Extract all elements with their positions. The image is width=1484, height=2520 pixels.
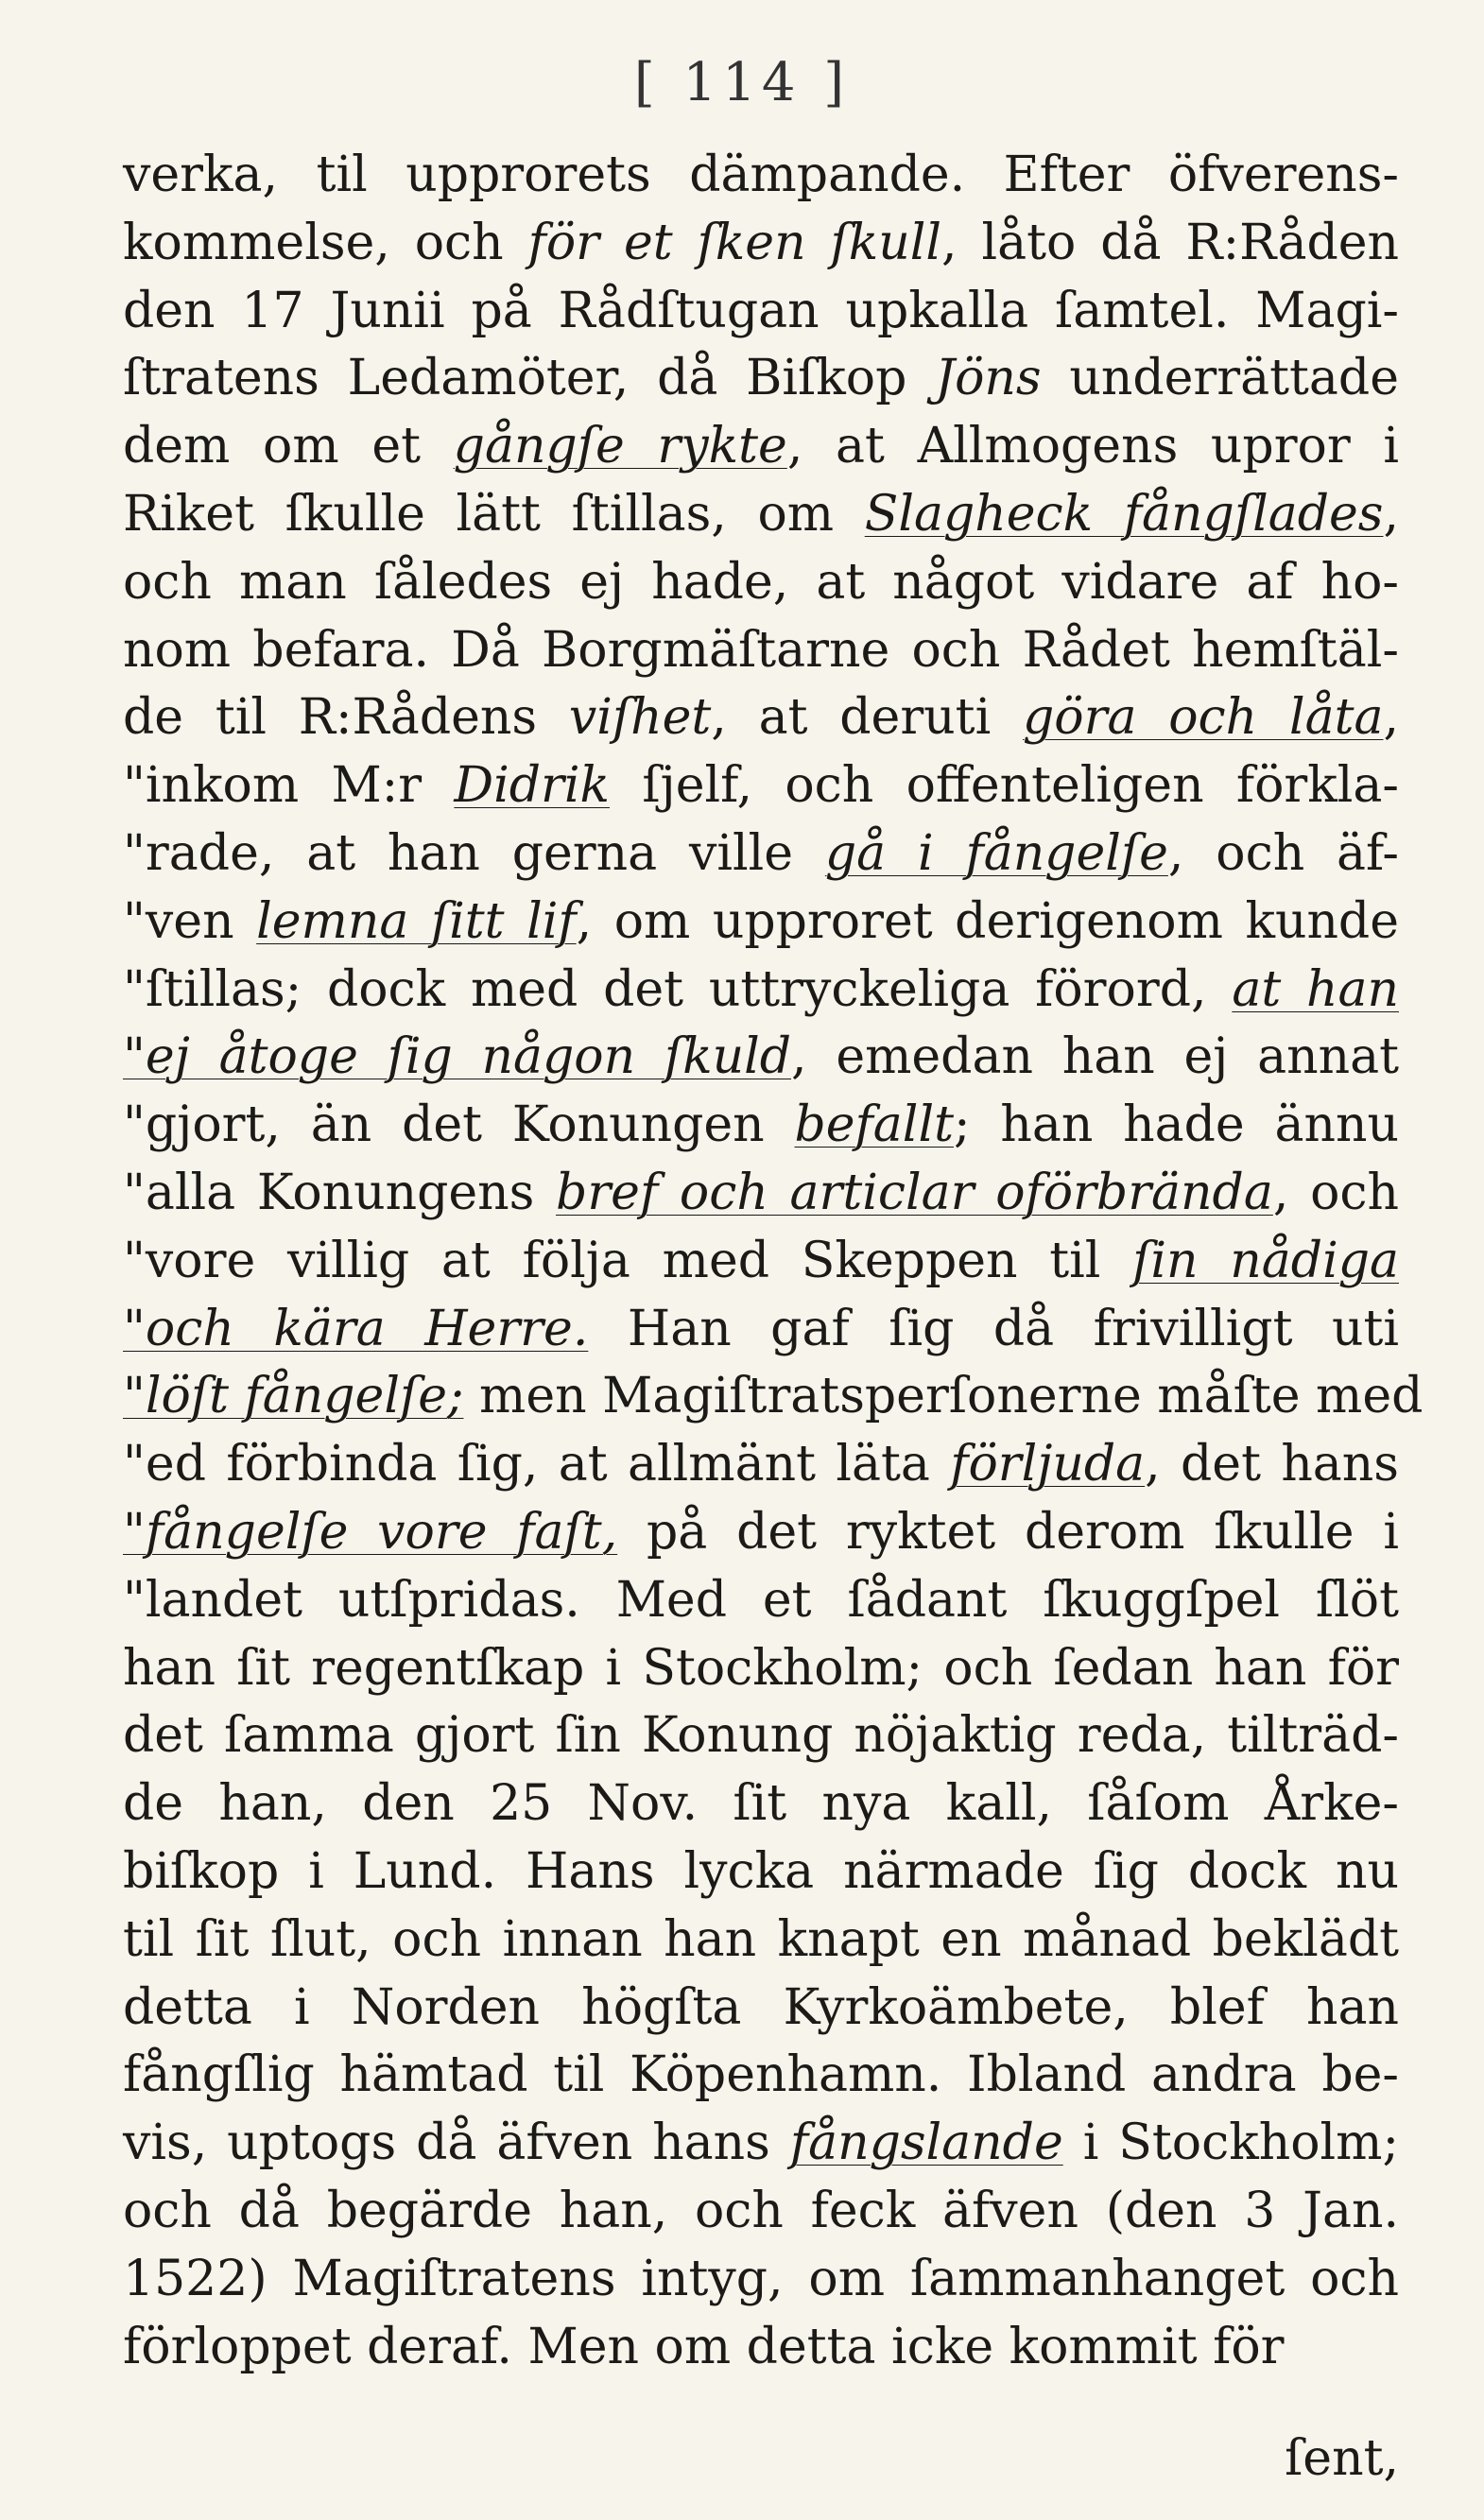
text-segment: 1522) Magiſtratens intyg, om ſammanhanget och	[123, 2250, 1399, 2307]
text-line	[123, 1092, 1399, 1160]
text-line	[123, 2178, 1399, 2246]
italic-phrase: at han	[1232, 960, 1399, 1018]
text-segment: , och äf-	[1167, 824, 1399, 882]
italic-phrase: Jöns	[935, 350, 1042, 407]
text-line	[123, 1975, 1399, 2043]
text-line	[123, 2042, 1399, 2110]
text-line	[123, 1363, 1424, 1431]
text-line	[123, 142, 1399, 210]
text-segment: , at Allmogens upror i	[786, 418, 1400, 475]
text-segment: , låto då R:Råden	[941, 214, 1400, 271]
text-line	[123, 413, 1399, 481]
body-text	[123, 142, 1424, 2381]
text-line	[123, 1567, 1399, 1635]
text-line	[123, 1907, 1399, 1975]
text-line	[123, 2314, 1399, 2382]
text-line	[123, 1024, 1399, 1092]
italic-phrase: "löſt fångelſe;	[123, 1368, 464, 1425]
text-segment: nom befara. Då Borgmäſtarne och Rådet hemſtäl-	[123, 621, 1399, 679]
text-line	[123, 889, 1399, 957]
italic-phrase: "ej åtoge ſig någon ſkuld	[123, 1028, 792, 1086]
text-segment: ,	[1383, 485, 1399, 543]
italic-phrase: göra och låta	[1023, 689, 1384, 747]
italic-phrase: viſhet	[568, 689, 712, 747]
italic-phrase: förljuda	[950, 1436, 1146, 1493]
text-segment: han ſit regentſkap i Stockholm; och ſedan han för	[123, 1639, 1399, 1697]
text-segment: underrättade	[1041, 350, 1399, 407]
text-segment: Han gaf ſig då frivilligt uti	[588, 1300, 1399, 1357]
text-line	[123, 210, 1399, 278]
text-line	[123, 345, 1399, 413]
text-segment: och man ſåledes ej hade, at något vidare af ho-	[123, 553, 1399, 611]
text-line	[123, 1499, 1399, 1567]
text-segment: , om upproret derigenom kunde	[576, 892, 1399, 950]
text-segment: biſkop i Lund. Hans lycka närmade ſig dock nu	[123, 1842, 1399, 1900]
italic-phrase: gå i fångelſe	[824, 824, 1168, 882]
italic-phrase: befallt	[794, 1096, 954, 1154]
italic-phrase: för et ſken ſkull	[527, 214, 941, 271]
text-line	[123, 752, 1399, 820]
italic-phrase: ſin nådiga	[1132, 1232, 1399, 1289]
text-line	[123, 684, 1399, 752]
text-segment: vis, uptogs då äfven hans	[123, 2114, 790, 2172]
text-line	[123, 617, 1399, 685]
text-segment: til ſit ſlut, och innan han knapt en månad beklädt	[123, 1910, 1399, 1968]
catchword: ſent,	[1285, 2430, 1399, 2487]
text-segment: Riket ſkulle lätt ſtillas, om	[123, 485, 865, 543]
text-line	[123, 1838, 1399, 1907]
text-segment: "vore villig at följa med Skeppen til	[123, 1232, 1133, 1289]
text-segment: "gjort, än det Konungen	[123, 1096, 795, 1154]
text-segment: "ven	[123, 892, 257, 950]
text-line	[123, 2110, 1399, 2178]
text-line	[123, 1635, 1399, 1703]
text-line	[123, 1160, 1399, 1228]
text-segment: "rade, at han gerna ville	[123, 824, 825, 882]
italic-phrase: "fångelſe vore faſt,	[123, 1503, 618, 1561]
text-segment: "ſtillas; dock med det uttryckeliga förord,	[123, 960, 1233, 1018]
italic-phrase: lemna ſitt lif	[256, 892, 577, 950]
text-line	[123, 957, 1399, 1025]
text-segment: , det hans	[1145, 1436, 1399, 1493]
text-segment: "inkom M:r	[123, 757, 455, 815]
text-segment: "ed förbinda ſig, at allmänt läta	[123, 1436, 951, 1493]
text-line	[123, 481, 1399, 549]
text-segment: fångſlig hämtad til Köpenhamn. Ibland andra be-	[123, 2046, 1399, 2104]
text-segment: de han, den 25 Nov. ſit nya kall, ſåſom Årke-	[123, 1775, 1399, 1833]
text-segment: , och	[1272, 1164, 1399, 1221]
text-segment: och då begärde han, och feck äfven (den 3 Jan.	[123, 2182, 1399, 2239]
text-segment: , at deruti	[711, 689, 1023, 747]
page-number-header: [ 114 ]	[633, 52, 851, 113]
text-line	[123, 1296, 1399, 1364]
text-segment: "alla Konungens	[123, 1164, 557, 1221]
text-segment: ſtratens Ledamöter, då Biſkop	[123, 350, 936, 407]
text-segment: i Stockholm;	[1062, 2114, 1400, 2172]
text-segment: ,	[1383, 689, 1400, 747]
text-segment: kommelse, och	[123, 214, 528, 271]
italic-phrase: bref och articlar oförbrända	[556, 1164, 1273, 1221]
italic-phrase: Didrik	[454, 757, 611, 815]
italic-phrase: Slagheck fångſlades	[864, 485, 1384, 543]
text-line	[123, 1228, 1399, 1296]
text-segment: ſjelf, och offenteligen förkla-	[610, 757, 1399, 815]
text-segment: den 17 Junii på Rådſtugan upkalla ſamtel. Magi-	[123, 282, 1399, 339]
italic-phrase: "och kära Herre.	[123, 1300, 589, 1357]
text-line	[123, 278, 1399, 346]
text-segment: ; han hade ännu	[953, 1096, 1400, 1154]
text-line	[123, 820, 1399, 889]
text-segment: på det ryktet derom ſkulle i	[617, 1503, 1399, 1561]
text-line	[123, 1431, 1399, 1499]
text-segment: detta i Norden högſta Kyrkoämbete, blef han	[123, 1978, 1399, 2036]
text-segment: men Magiſtratsperſonerne måſte med	[463, 1368, 1424, 1425]
text-segment: "landet utſpridas. Med et ſådant ſkuggſpel ſlöt	[123, 1571, 1399, 1629]
text-segment: förloppet deraf. Men om detta icke kommit för	[123, 2318, 1285, 2375]
text-segment: verka, til upprorets dämpande. Efter öfverens-	[123, 147, 1399, 203]
text-line	[123, 549, 1399, 617]
text-segment: det ſamma gjort ſin Konung nöjaktig reda, tilträd-	[123, 1707, 1399, 1765]
text-line	[123, 1702, 1399, 1770]
italic-phrase: fångslande	[789, 2114, 1063, 2172]
text-line	[123, 2246, 1399, 2314]
text-segment: de til R:Rådens	[123, 689, 569, 747]
text-segment: dem om et	[123, 418, 454, 475]
text-segment: , emedan han ej annat	[791, 1028, 1399, 1086]
italic-phrase: gångſe rykte	[453, 418, 787, 475]
text-line	[123, 1770, 1399, 1838]
